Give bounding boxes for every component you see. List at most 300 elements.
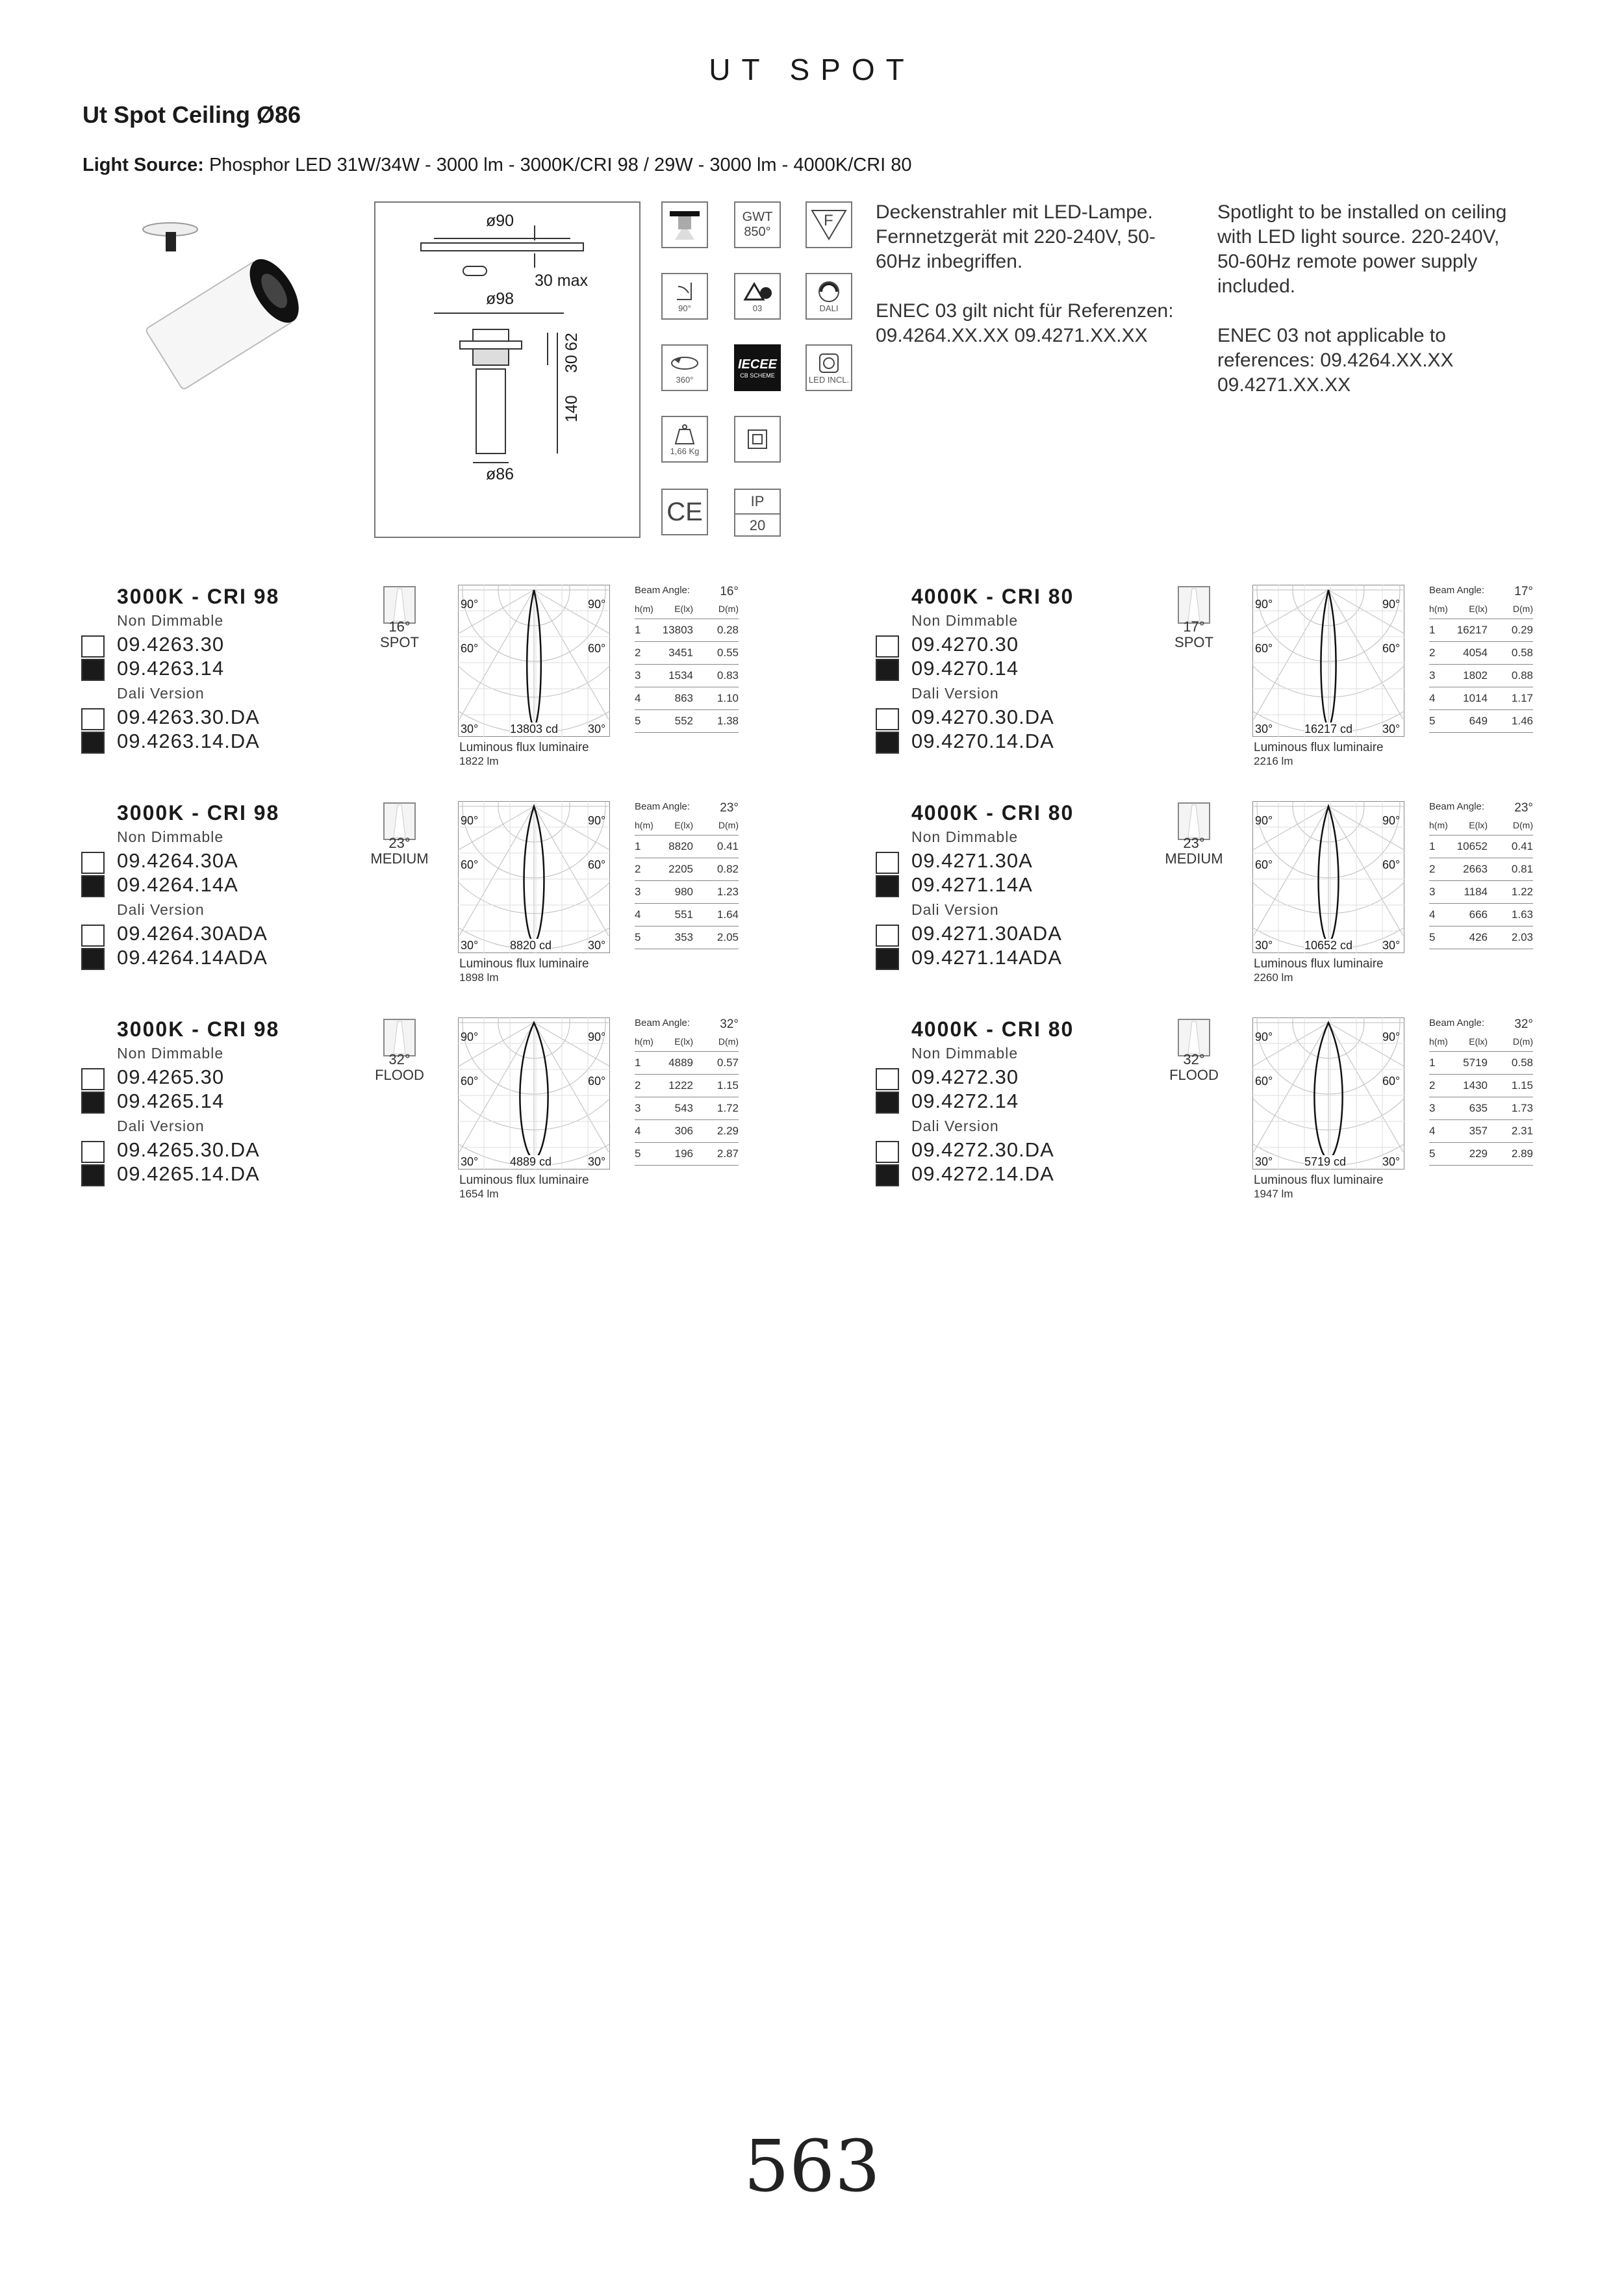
dim-v30: 30 <box>563 355 581 373</box>
table-cell: 2.87 <box>717 1147 739 1160</box>
beam-type-label: FLOOD <box>1169 1067 1219 1083</box>
product-code: 09.4263.30 <box>117 633 225 656</box>
non-dimmable-label: Non Dimmable <box>117 1045 224 1062</box>
polar-diagram <box>1252 801 1404 953</box>
illuminance-table <box>635 801 739 949</box>
table-cell: 229 <box>1469 1147 1488 1160</box>
table-row <box>635 1120 739 1143</box>
table-cell: 1.63 <box>1511 908 1533 921</box>
polar-label-60-left: 60° <box>1255 642 1273 655</box>
beam-angle-value: 17° <box>1183 619 1205 635</box>
table-cell: 4 <box>635 908 641 921</box>
table-cell: 1.38 <box>717 715 739 727</box>
table-row <box>635 1097 739 1120</box>
product-code: 09.4271.14ADA <box>911 946 1062 969</box>
luminous-flux-value: 1947 lm <box>1254 1188 1293 1200</box>
white-swatch <box>81 852 105 874</box>
table-cell: 551 <box>674 908 693 921</box>
light-source-text: Phosphor LED 31W/34W - 3000 lm - 3000K/CRI 98 / 29W - 3000 lm - 4000K/CRI 80 <box>209 155 912 175</box>
f-mark-label: F <box>824 212 833 229</box>
description-de-text: Deckenstrahler mit LED-Lampe. Fernnetzgerät mit 220-240V, 50-60Hz inbegriffen. <box>876 201 1156 272</box>
beam-angle-value: 32° <box>388 1051 411 1067</box>
table-cell: 306 <box>674 1125 693 1137</box>
header-d: D(m) <box>718 820 739 830</box>
led-included-label: LED INCL. <box>808 374 850 385</box>
f-mark-icon <box>806 201 852 248</box>
product-code: 09.4270.30.DA <box>911 706 1054 728</box>
dali-version-label: Dali Version <box>117 685 205 702</box>
table-row <box>1429 1052 1533 1075</box>
dim-v140: 140 <box>563 395 581 422</box>
dim-d90: ø90 <box>486 212 514 230</box>
beam-angle-row <box>1429 801 1533 815</box>
black-swatch <box>81 875 105 897</box>
product-code: 09.4264.30ADA <box>117 922 268 945</box>
product-code: 09.4263.30.DA <box>117 706 260 728</box>
table-cell: 649 <box>1469 715 1488 727</box>
table-cell: 0.41 <box>717 840 739 852</box>
table-cell: 4889 <box>668 1056 693 1069</box>
polar-diagram <box>458 801 610 953</box>
white-swatch <box>876 635 899 658</box>
luminous-flux-value: 2216 lm <box>1254 755 1293 767</box>
beam-angle-row <box>1429 1017 1533 1032</box>
non-dimmable-label: Non Dimmable <box>911 1045 1019 1062</box>
polar-label-60-right: 60° <box>1382 642 1401 655</box>
beam-angle-label: Beam Angle: <box>635 585 691 596</box>
table-cell: 16217 <box>1456 624 1488 636</box>
polar-label-90-left: 90° <box>1255 1030 1273 1043</box>
polar-label-60-right: 60° <box>588 1075 606 1088</box>
dali-icon <box>806 273 852 320</box>
polar-diagram <box>1252 1017 1404 1169</box>
table-cell: 0.82 <box>717 863 739 875</box>
table-cell: 1.23 <box>717 886 739 898</box>
peak-intensity: 4889 cd <box>510 1155 552 1168</box>
class-ii-icon <box>734 416 781 463</box>
weight-label: 1,66 Kg <box>670 446 700 456</box>
non-dimmable-label: Non Dimmable <box>911 612 1019 629</box>
table-cell: 2 <box>635 1079 641 1092</box>
product-block-title: 3000K - CRI 98 <box>117 801 280 824</box>
beam-angle-label: Beam Angle: <box>635 801 691 812</box>
polar-label-30-right: 30° <box>588 1155 606 1168</box>
table-cell: 5 <box>1429 931 1436 943</box>
table-cell: 10652 <box>1456 840 1488 852</box>
black-swatch <box>876 732 899 754</box>
table-row <box>1429 1120 1533 1143</box>
polar-label-90-left: 90° <box>461 814 479 827</box>
luminous-flux-label: Luminous flux luminaire <box>459 957 589 971</box>
black-swatch <box>876 1092 899 1114</box>
beam-type-label: FLOOD <box>375 1067 424 1083</box>
luminous-flux-value: 1822 lm <box>459 755 499 767</box>
white-swatch <box>876 708 899 730</box>
light-source-line <box>82 155 912 176</box>
beam-angle-row <box>1429 585 1533 599</box>
iecee-label: IECEE <box>737 357 778 372</box>
beam-angle-label: Beam Angle: <box>1429 1017 1485 1028</box>
black-swatch <box>876 875 899 897</box>
table-row <box>1429 1075 1533 1097</box>
polar-label-90-right: 90° <box>588 814 606 827</box>
header-e: E(lx) <box>674 1036 693 1047</box>
peak-intensity: 5719 cd <box>1304 1155 1347 1168</box>
beam-angle-label: Beam Angle: <box>635 1017 691 1028</box>
dali-version-label: Dali Version <box>911 901 999 918</box>
table-row <box>1429 619 1533 642</box>
table-row <box>635 619 739 642</box>
beam-angle-value: 32° <box>1183 1051 1205 1067</box>
tilt-90-icon <box>661 273 708 320</box>
illuminance-table <box>635 1017 739 1166</box>
table-row <box>1429 926 1533 949</box>
polar-label-90-right: 90° <box>1382 598 1401 611</box>
tilt-90-label: 90° <box>678 303 691 313</box>
polar-label-60-left: 60° <box>461 858 479 871</box>
table-row <box>635 1075 739 1097</box>
polar-label-60-left: 60° <box>461 642 479 655</box>
polar-label-30-left: 30° <box>461 1155 479 1168</box>
product-code: 09.4263.14.DA <box>117 730 260 752</box>
table-row <box>635 710 739 733</box>
white-swatch <box>876 1068 899 1090</box>
black-swatch <box>81 948 105 970</box>
table-cell: 5719 <box>1463 1056 1488 1069</box>
table-cell: 2 <box>1429 1079 1436 1092</box>
table-cell: 2 <box>1429 646 1436 659</box>
table-cell: 5 <box>635 931 641 943</box>
rotate-360-label: 360° <box>676 374 694 385</box>
beam-type-label: SPOT <box>1174 634 1213 650</box>
product-code: 09.4272.14.DA <box>911 1162 1054 1185</box>
enec-icon <box>734 273 781 320</box>
description-en <box>1217 200 1529 398</box>
polar-label-60-right: 60° <box>1382 1075 1401 1088</box>
iecee-sub-label: CB SCHEME <box>740 372 775 379</box>
polar-label-30-left: 30° <box>461 939 479 952</box>
table-header <box>635 815 739 836</box>
table-cell: 3 <box>1429 886 1436 898</box>
beam-angle-row <box>635 585 739 599</box>
table-header <box>635 1032 739 1052</box>
dali-version-label: Dali Version <box>117 1118 205 1134</box>
table-cell: 1802 <box>1463 669 1488 682</box>
table-cell: 1.10 <box>717 692 739 704</box>
beam-angle-value: 16° <box>388 619 411 635</box>
table-cell: 0.58 <box>1511 646 1533 659</box>
product-code: 09.4272.14 <box>911 1090 1019 1112</box>
beam-angle-row <box>635 1017 739 1032</box>
luminous-flux-value: 2260 lm <box>1254 971 1293 984</box>
table-cell: 635 <box>1469 1102 1488 1114</box>
table-cell: 0.88 <box>1511 669 1533 682</box>
polar-label-60-right: 60° <box>1382 858 1401 871</box>
polar-label-90-left: 90° <box>1255 598 1273 611</box>
table-cell: 1.17 <box>1511 692 1533 704</box>
product-code: 09.4271.30ADA <box>911 922 1062 945</box>
dali-version-label: Dali Version <box>911 1118 999 1134</box>
table-cell: 0.28 <box>717 624 739 636</box>
black-swatch <box>81 659 105 681</box>
header-h: h(m) <box>1429 604 1448 614</box>
polar-label-30-left: 30° <box>1255 722 1273 735</box>
light-source-label: Light Source: <box>82 155 204 175</box>
product-code: 09.4271.14A <box>911 873 1033 896</box>
table-cell: 196 <box>674 1147 693 1160</box>
table-cell: 0.41 <box>1511 840 1533 852</box>
weight-icon <box>661 416 708 463</box>
beam-angle-table-value: 23° <box>720 801 739 815</box>
white-swatch <box>81 708 105 730</box>
led-included-icon <box>806 344 852 391</box>
table-cell: 5 <box>635 1147 641 1160</box>
description-en-note: ENEC 03 not applicable to references: 09.4264.XX.XX 09.4271.XX.XX <box>1217 325 1454 396</box>
table-row <box>1429 836 1533 858</box>
polar-label-60-left: 60° <box>1255 1075 1273 1088</box>
polar-label-90-right: 90° <box>1382 814 1401 827</box>
polar-label-30-right: 30° <box>1382 939 1401 952</box>
white-swatch <box>81 635 105 658</box>
description-de <box>876 200 1174 348</box>
table-cell: 2 <box>635 863 641 875</box>
polar-label-60-right: 60° <box>588 642 606 655</box>
description-en-text: Spotlight to be installed on ceiling with LED light source. 220-240V, 50-60Hz remote power supply included. <box>1217 201 1507 297</box>
table-cell: 543 <box>674 1102 693 1114</box>
polar-label-30-right: 30° <box>1382 1155 1401 1168</box>
table-row <box>635 858 739 881</box>
polar-label-90-left: 90° <box>1255 814 1273 827</box>
dim-max: 30 max <box>535 272 588 290</box>
ip-label: IP <box>735 490 780 515</box>
header-e: E(lx) <box>674 820 693 830</box>
table-cell: 5 <box>635 715 641 727</box>
dim-v62: 62 <box>563 333 581 351</box>
polar-label-90-left: 90° <box>461 1030 479 1043</box>
table-cell: 1.15 <box>1511 1079 1533 1092</box>
table-cell: 1.64 <box>717 908 739 921</box>
beam-type-label: SPOT <box>380 634 419 650</box>
header-e: E(lx) <box>1469 820 1488 830</box>
product-title: Ut Spot Ceiling Ø86 <box>82 101 301 128</box>
table-cell: 426 <box>1469 931 1488 943</box>
table-cell: 666 <box>1469 908 1488 921</box>
table-header <box>1429 815 1533 836</box>
product-photo <box>130 218 325 413</box>
polar-diagram <box>458 585 610 737</box>
beam-angle-label: Beam Angle: <box>1429 585 1485 596</box>
table-row <box>1429 881 1533 904</box>
black-swatch <box>876 659 899 681</box>
table-cell: 1 <box>1429 624 1436 636</box>
white-swatch <box>81 1141 105 1163</box>
product-code: 09.4265.30.DA <box>117 1138 260 1161</box>
product-block <box>81 1017 880 1212</box>
product-block <box>876 585 1624 780</box>
luminous-flux-label: Luminous flux luminaire <box>459 741 589 754</box>
polar-label-30-left: 30° <box>1255 1155 1273 1168</box>
table-cell: 2 <box>635 646 641 659</box>
white-swatch <box>876 852 899 874</box>
ce-label: CE <box>666 497 703 526</box>
product-code: 09.4264.14A <box>117 873 238 896</box>
luminous-flux-label: Luminous flux luminaire <box>1254 1173 1384 1187</box>
iecee-icon <box>734 344 781 391</box>
illuminance-table <box>1429 801 1533 949</box>
header-d: D(m) <box>1512 820 1533 830</box>
non-dimmable-label: Non Dimmable <box>117 612 224 629</box>
table-row <box>635 665 739 687</box>
table-header <box>1429 1032 1533 1052</box>
peak-intensity: 8820 cd <box>510 939 552 952</box>
table-cell: 4 <box>1429 1125 1436 1137</box>
product-block-title: 3000K - CRI 98 <box>117 585 280 608</box>
product-block-title: 3000K - CRI 98 <box>117 1017 280 1041</box>
table-cell: 3 <box>635 1102 641 1114</box>
polar-diagram <box>1252 585 1404 737</box>
table-header <box>1429 599 1533 619</box>
polar-label-30-right: 30° <box>1382 722 1401 735</box>
table-row <box>1429 687 1533 710</box>
table-cell: 4 <box>635 692 641 704</box>
product-code: 09.4271.30A <box>911 849 1033 872</box>
table-cell: 1534 <box>668 669 693 682</box>
rotate-360-icon <box>661 344 708 391</box>
product-code: 09.4263.14 <box>117 657 225 680</box>
polar-label-30-right: 30° <box>588 939 606 952</box>
table-row <box>1429 1143 1533 1166</box>
peak-intensity: 13803 cd <box>510 722 559 735</box>
table-cell: 5 <box>1429 1147 1436 1160</box>
beam-angle-row <box>635 801 739 815</box>
product-code: 09.4270.30 <box>911 633 1019 656</box>
black-swatch <box>876 948 899 970</box>
table-cell: 2205 <box>668 863 693 875</box>
table-row <box>1429 710 1533 733</box>
polar-label-60-left: 60° <box>461 1075 479 1088</box>
polar-label-60-right: 60° <box>588 858 606 871</box>
white-swatch <box>81 1068 105 1090</box>
header-h: h(m) <box>635 1036 653 1047</box>
black-swatch <box>876 1164 899 1186</box>
product-block-title: 4000K - CRI 80 <box>911 801 1074 824</box>
polar-label-90-right: 90° <box>588 1030 606 1043</box>
polar-label-90-left: 90° <box>461 598 479 611</box>
beam-angle-value: 23° <box>388 835 411 851</box>
table-cell: 552 <box>674 715 693 727</box>
black-swatch <box>81 732 105 754</box>
table-row <box>635 926 739 949</box>
peak-intensity: 16217 cd <box>1304 722 1353 735</box>
enec-label: 03 <box>752 303 763 313</box>
table-cell: 980 <box>674 886 693 898</box>
header-e: E(lx) <box>674 604 693 614</box>
luminous-flux-value: 1654 lm <box>459 1188 499 1200</box>
page-header: UT SPOT <box>709 53 915 86</box>
table-cell: 1 <box>635 840 641 852</box>
table-cell: 1 <box>635 1056 641 1069</box>
table-cell: 3 <box>1429 669 1436 682</box>
table-cell: 0.55 <box>717 646 739 659</box>
product-code: 09.4270.14.DA <box>911 730 1054 752</box>
header-d: D(m) <box>718 1036 739 1047</box>
table-cell: 13803 <box>662 624 693 636</box>
white-swatch <box>876 925 899 947</box>
product-code: 09.4265.14 <box>117 1090 225 1112</box>
illuminance-table <box>1429 585 1533 733</box>
table-cell: 4054 <box>1463 646 1488 659</box>
table-cell: 1184 <box>1464 886 1488 898</box>
beam-angle-table-value: 32° <box>1514 1017 1533 1031</box>
illuminance-table <box>635 585 739 733</box>
table-cell: 1014 <box>1463 692 1488 704</box>
header-d: D(m) <box>1512 1036 1533 1047</box>
non-dimmable-label: Non Dimmable <box>911 828 1019 845</box>
polar-label-30-left: 30° <box>1255 939 1273 952</box>
table-cell: 4 <box>1429 908 1436 921</box>
dali-label: DALI <box>819 303 839 313</box>
table-cell: 1 <box>1429 840 1436 852</box>
table-cell: 1.46 <box>1511 715 1533 727</box>
table-row <box>635 836 739 858</box>
beam-angle-table-value: 16° <box>720 585 739 598</box>
table-cell: 3 <box>635 886 641 898</box>
product-block-title: 4000K - CRI 80 <box>911 585 1074 608</box>
table-row <box>635 881 739 904</box>
table-cell: 2.89 <box>1511 1147 1533 1160</box>
polar-label-90-right: 90° <box>1382 1030 1401 1043</box>
white-swatch <box>876 1141 899 1163</box>
peak-intensity: 10652 cd <box>1304 939 1353 952</box>
luminous-flux-label: Luminous flux luminaire <box>1254 741 1384 754</box>
table-cell: 1 <box>1429 1056 1436 1069</box>
polar-label-60-left: 60° <box>1255 858 1273 871</box>
table-cell: 353 <box>674 931 693 943</box>
product-code: 09.4265.14.DA <box>117 1162 260 1185</box>
gwt-icon <box>734 201 781 248</box>
product-code: 09.4264.14ADA <box>117 946 268 969</box>
table-cell: 0.57 <box>717 1056 739 1069</box>
beam-angle-table-value: 17° <box>1514 585 1533 598</box>
product-block-title: 4000K - CRI 80 <box>911 1017 1074 1041</box>
table-row <box>635 687 739 710</box>
dimension-drawing <box>374 201 641 538</box>
beam-type-label: MEDIUM <box>1165 850 1223 867</box>
product-block <box>876 801 1624 996</box>
ce-icon <box>661 489 708 535</box>
table-cell: 1.15 <box>717 1079 739 1092</box>
table-cell: 0.83 <box>717 669 739 682</box>
dali-version-label: Dali Version <box>117 901 205 918</box>
table-row <box>1429 858 1533 881</box>
table-cell: 1430 <box>1463 1079 1488 1092</box>
header-h: h(m) <box>1429 1036 1448 1047</box>
table-row <box>1429 904 1533 926</box>
product-code: 09.4270.14 <box>911 657 1019 680</box>
luminous-flux-label: Luminous flux luminaire <box>459 1173 589 1187</box>
table-cell: 1.72 <box>717 1102 739 1114</box>
table-cell: 0.29 <box>1511 624 1533 636</box>
illuminance-table <box>1429 1017 1533 1166</box>
table-cell: 3451 <box>668 646 693 659</box>
product-block <box>81 585 880 780</box>
header-d: D(m) <box>1512 604 1533 614</box>
header-h: h(m) <box>1429 820 1448 830</box>
table-cell: 2663 <box>1463 863 1488 875</box>
table-cell: 2.29 <box>717 1125 739 1137</box>
dim-d98: ø98 <box>486 290 514 308</box>
header-e: E(lx) <box>1469 604 1488 614</box>
